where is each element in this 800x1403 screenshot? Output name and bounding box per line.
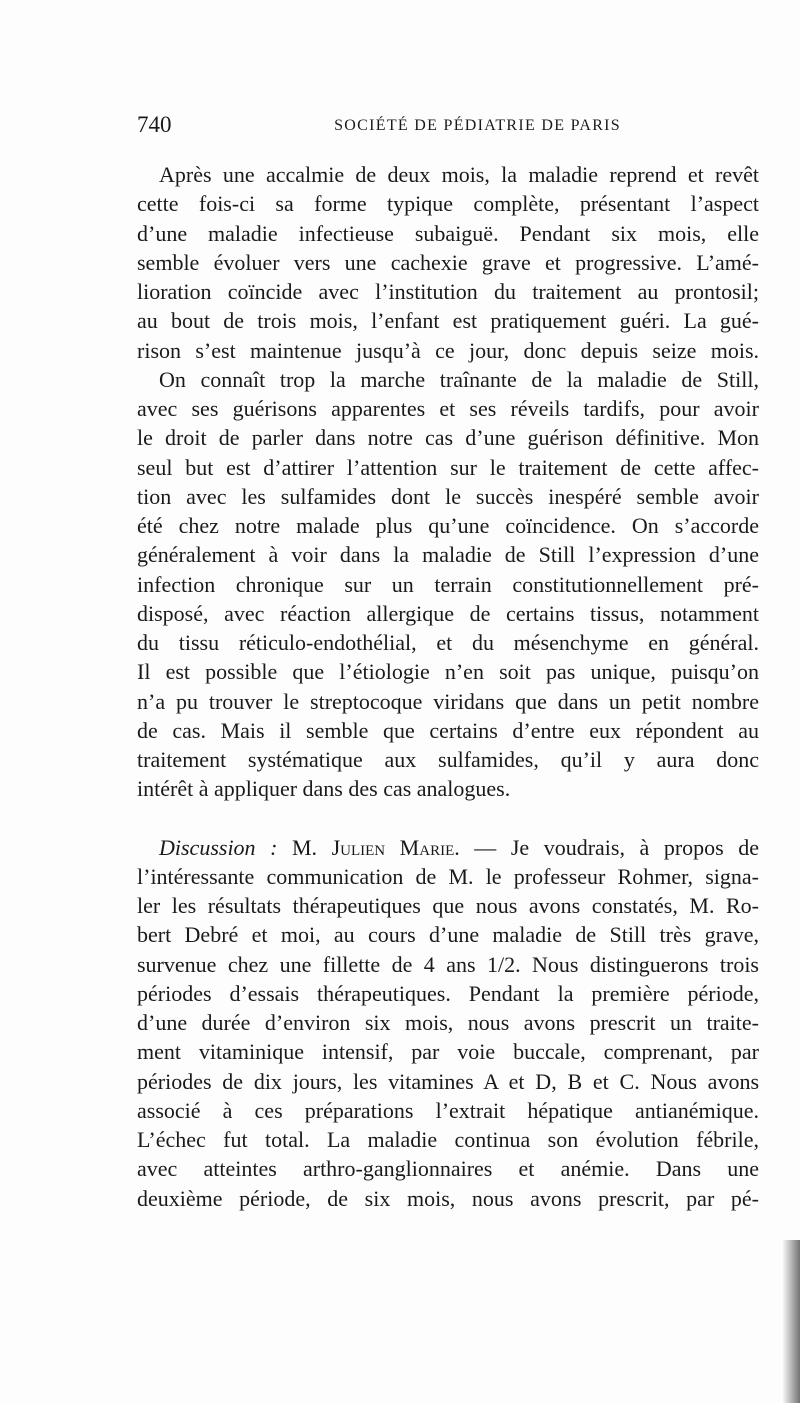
body-text <box>137 160 759 1213</box>
text-line: périodes de dix jours, les vitamines A et D, B et C. Nous avons <box>137 1068 759 1094</box>
text-line: survenue chez une fillette de 4 ans 1/2. Nous distinguerons trois <box>137 951 759 977</box>
page-edge-shadow <box>782 1240 800 1403</box>
text-line: deuxième période, de six mois, nous avons prescrit, par pé- <box>137 1185 759 1211</box>
text-line: disposé, avec réaction allergique de certains tissus, notamment <box>137 600 759 626</box>
text-line: bert Debré et moi, au cours d’une maladie de Still très grave, <box>137 922 759 948</box>
paragraph-2 <box>137 365 759 804</box>
speaker-name: Julien Marie. <box>331 834 460 860</box>
speaker-prefix: M. <box>291 834 318 860</box>
text-line: ment vitaminique intensif, par voie buccale, comprenant, par <box>137 1039 759 1065</box>
text-line: rison s’est maintenue jusqu’à ce jour, donc depuis seize mois. <box>137 337 759 363</box>
text-line: n’a pu trouver le streptocoque viridans que dans un petit nombre <box>137 688 759 714</box>
discussion-first-line-rest: — Je voudrais, à propos de <box>474 834 760 860</box>
paragraph-1 <box>137 160 759 365</box>
page-number: 740 <box>137 112 172 137</box>
text-line: Après une accalmie de deux mois, la maladie reprend et revêt <box>159 162 759 187</box>
text-line: ler les résultats thérapeutiques que nous avons constatés, M. Ro- <box>137 893 759 918</box>
text-line: du tissu réticulo-endothélial, et du mésenchyme en général. <box>137 630 759 655</box>
text-line: associé à ces préparations l’extrait hépatique antianémique. <box>137 1097 759 1123</box>
discussion-first-line <box>137 833 759 862</box>
running-head: SOCIÉTÉ DE PÉDIATRIE DE PARIS <box>334 117 621 134</box>
text-line: L’échec fut total. La maladie continua son évolution fébrile, <box>137 1127 759 1152</box>
text-line: généralement à voir dans la maladie de Still l’expression d’une <box>137 542 759 568</box>
discussion-label: Discussion : <box>159 834 278 860</box>
text-line: le droit de parler dans notre cas d’une guérison définitive. Mon <box>137 425 759 451</box>
text-line: avec ses guérisons apparentes et ses réveils tardifs, pour avoir <box>137 396 759 421</box>
text-line: été chez notre malade plus qu’une coïncidence. On s’accorde <box>137 513 759 538</box>
text-line: avec atteintes arthro-ganglionnaires et anémie. Dans une <box>137 1156 759 1182</box>
text-line: au bout de trois mois, l’enfant est pratiquement guéri. La gué- <box>137 308 759 334</box>
text-line: d’une durée d’environ six mois, nous avons prescrit un traite- <box>137 1010 759 1035</box>
discussion-paragraph <box>137 833 759 1213</box>
text-line: d’une maladie infectieuse subaiguë. Pendant six mois, elle <box>137 220 759 246</box>
text-line: traitement systématique aux sulfamides, qu’il y aura donc <box>137 747 759 772</box>
text-line: de cas. Mais il semble que certains d’entre eux répondent au <box>137 717 759 743</box>
text-line: périodes d’essais thérapeutiques. Pendant la première période, <box>137 980 759 1006</box>
text-line: seul but est d’attirer l’attention sur le traitement de cette affec- <box>137 454 759 480</box>
text-line: semble évoluer vers une cachexie grave et progressive. L’amé- <box>137 249 759 275</box>
text-line: On connaît trop la marche traînante de la maladie de Still, <box>159 366 759 392</box>
page-header <box>137 109 621 141</box>
text-line: l’intéressante communication de M. le professeur Rohmer, signa- <box>137 863 759 889</box>
text-line: cette fois-ci sa forme typique complète, présentant l’aspect <box>137 191 759 217</box>
text-line: Il est possible que l’étiologie n’en soit pas unique, puisqu’on <box>137 659 759 685</box>
text-line: tion avec les sulfamides dont le succès inespéré semble avoir <box>137 483 759 509</box>
text-line: lioration coïncide avec l’institution du traitement au prontosil; <box>137 279 759 304</box>
text-line: infection chronique sur un terrain constitutionnellement pré- <box>137 571 759 597</box>
text-line: intérêt à appliquer dans des cas analogues. <box>137 776 511 802</box>
